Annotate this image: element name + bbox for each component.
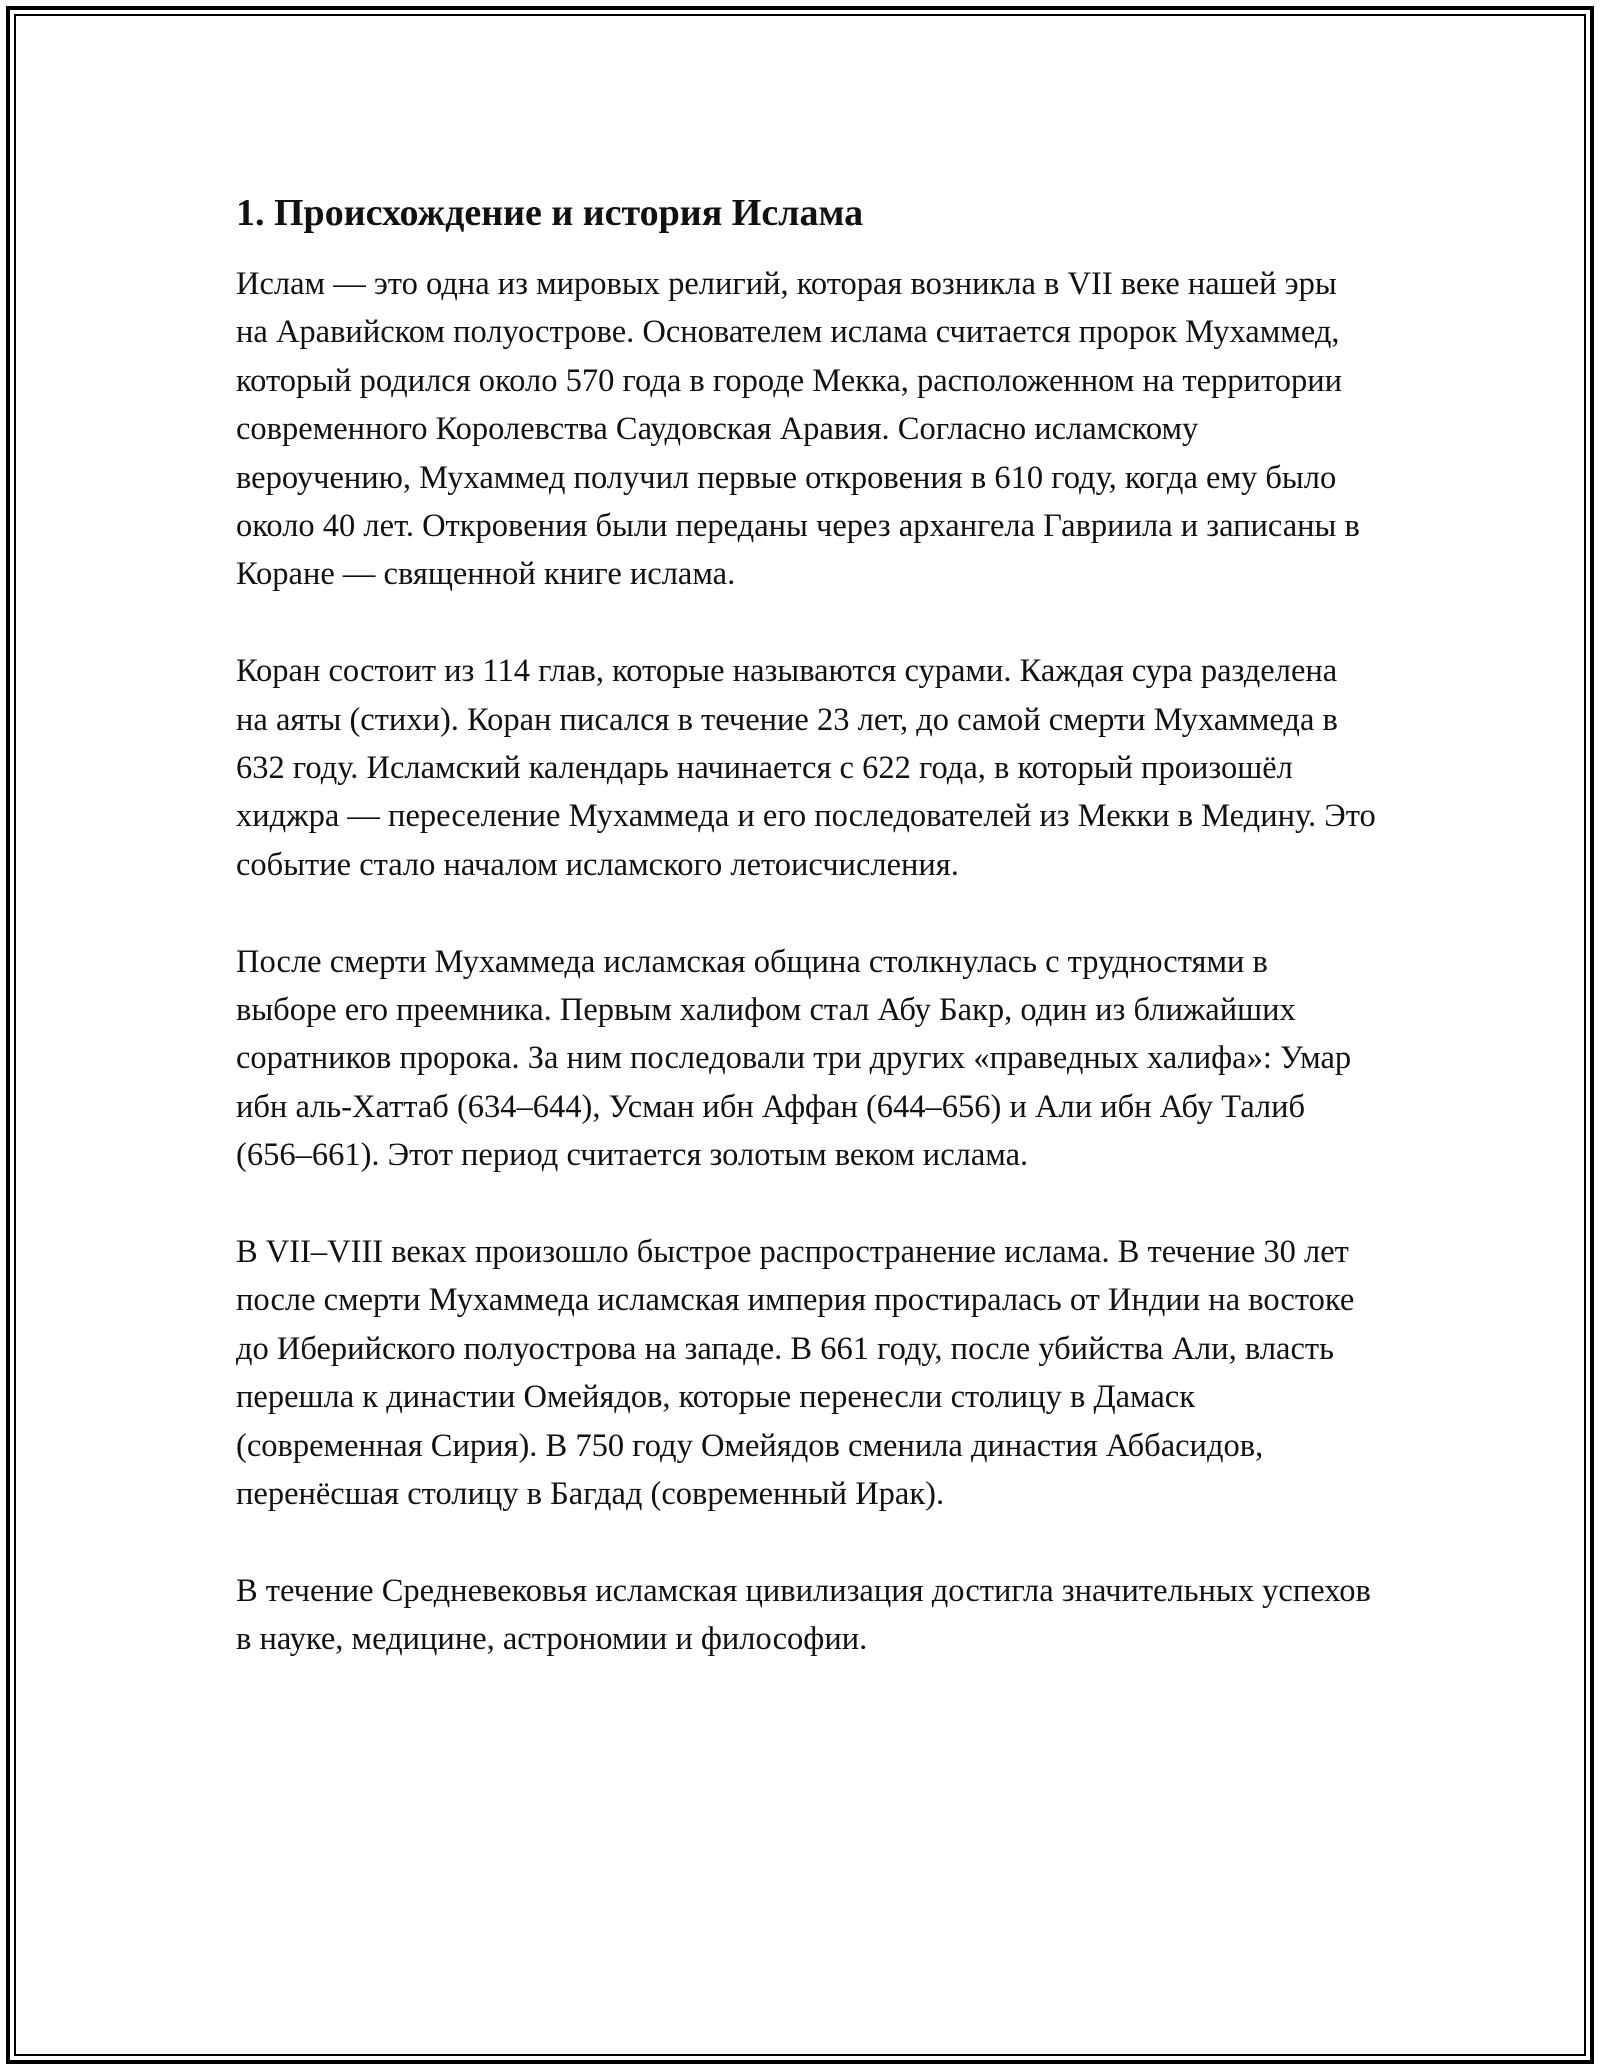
paragraph-origin: Ислам — это одна из мировых религий, которая возникла в VII веке нашей эры на Аравийском полуострове. Основателем ислама считается пророк Мухаммед, который родился около 570 года в городе Мекка, расположенном на территории современного Королевства Саудовская Аравия. Согласно исламскому вероучению, Мухаммед получил первые откровения в 610 году, когда ему было около 40 лет. Откровения были переданы через архангела Гавриила и записаны в Коране — священной книге ислама. bbox=[236, 266, 1360, 593]
paragraph-middle-ages: В течение Средневековья исламская цивилизация достигла значительных успехов в науке, медицине, астрономии и философии. bbox=[236, 1572, 1371, 1658]
section-heading: 1. Происхождение и история Ислама bbox=[236, 192, 864, 234]
paragraph-caliphs: После смерти Мухаммеда исламская община столкнулась с трудностями в выборе его преемника. Первым халифом стал Абу Бакр, один из ближайших соратников пророка. За ним последовали три других «праведных халифа»: Умар ибн аль-Хаттаб (634–644), Усман ибн Аффан (644–656) и Али ибн Абу Талиб (656–661). Этот период считается золотым веком ислама. bbox=[236, 943, 1352, 1174]
paragraph-expansion: В VII–VIII веках произошло быстрое распространение ислама. В течение 30 лет после смерти Мухаммеда исламская империя простиралась от Индии на востоке до Иберийского полуострова на западе. В 661 году, после убийства Али, власть перешла к династии Омейядов, которые перенесли столицу в Дамаск (современная Сирия). В 750 году Омейядов сменила династия Аббасидов, перенёсшая столицу в Багдад (современный Ирак). bbox=[236, 1234, 1355, 1513]
document-body bbox=[236, 186, 1376, 1664]
paragraph-quran: Коран состоит из 114 глав, которые называются сурами. Каждая сура разделена на аяты (стихи). Коран писался в течение 23 лет, до самой смерти Мухаммеда в 632 году. Исламский календарь начинается с 622 года, в который произошёл хиджра — переселение Мухаммеда и его последователей из Мекки в Медину. Это событие стало началом исламского летоисчисления. bbox=[236, 653, 1376, 883]
